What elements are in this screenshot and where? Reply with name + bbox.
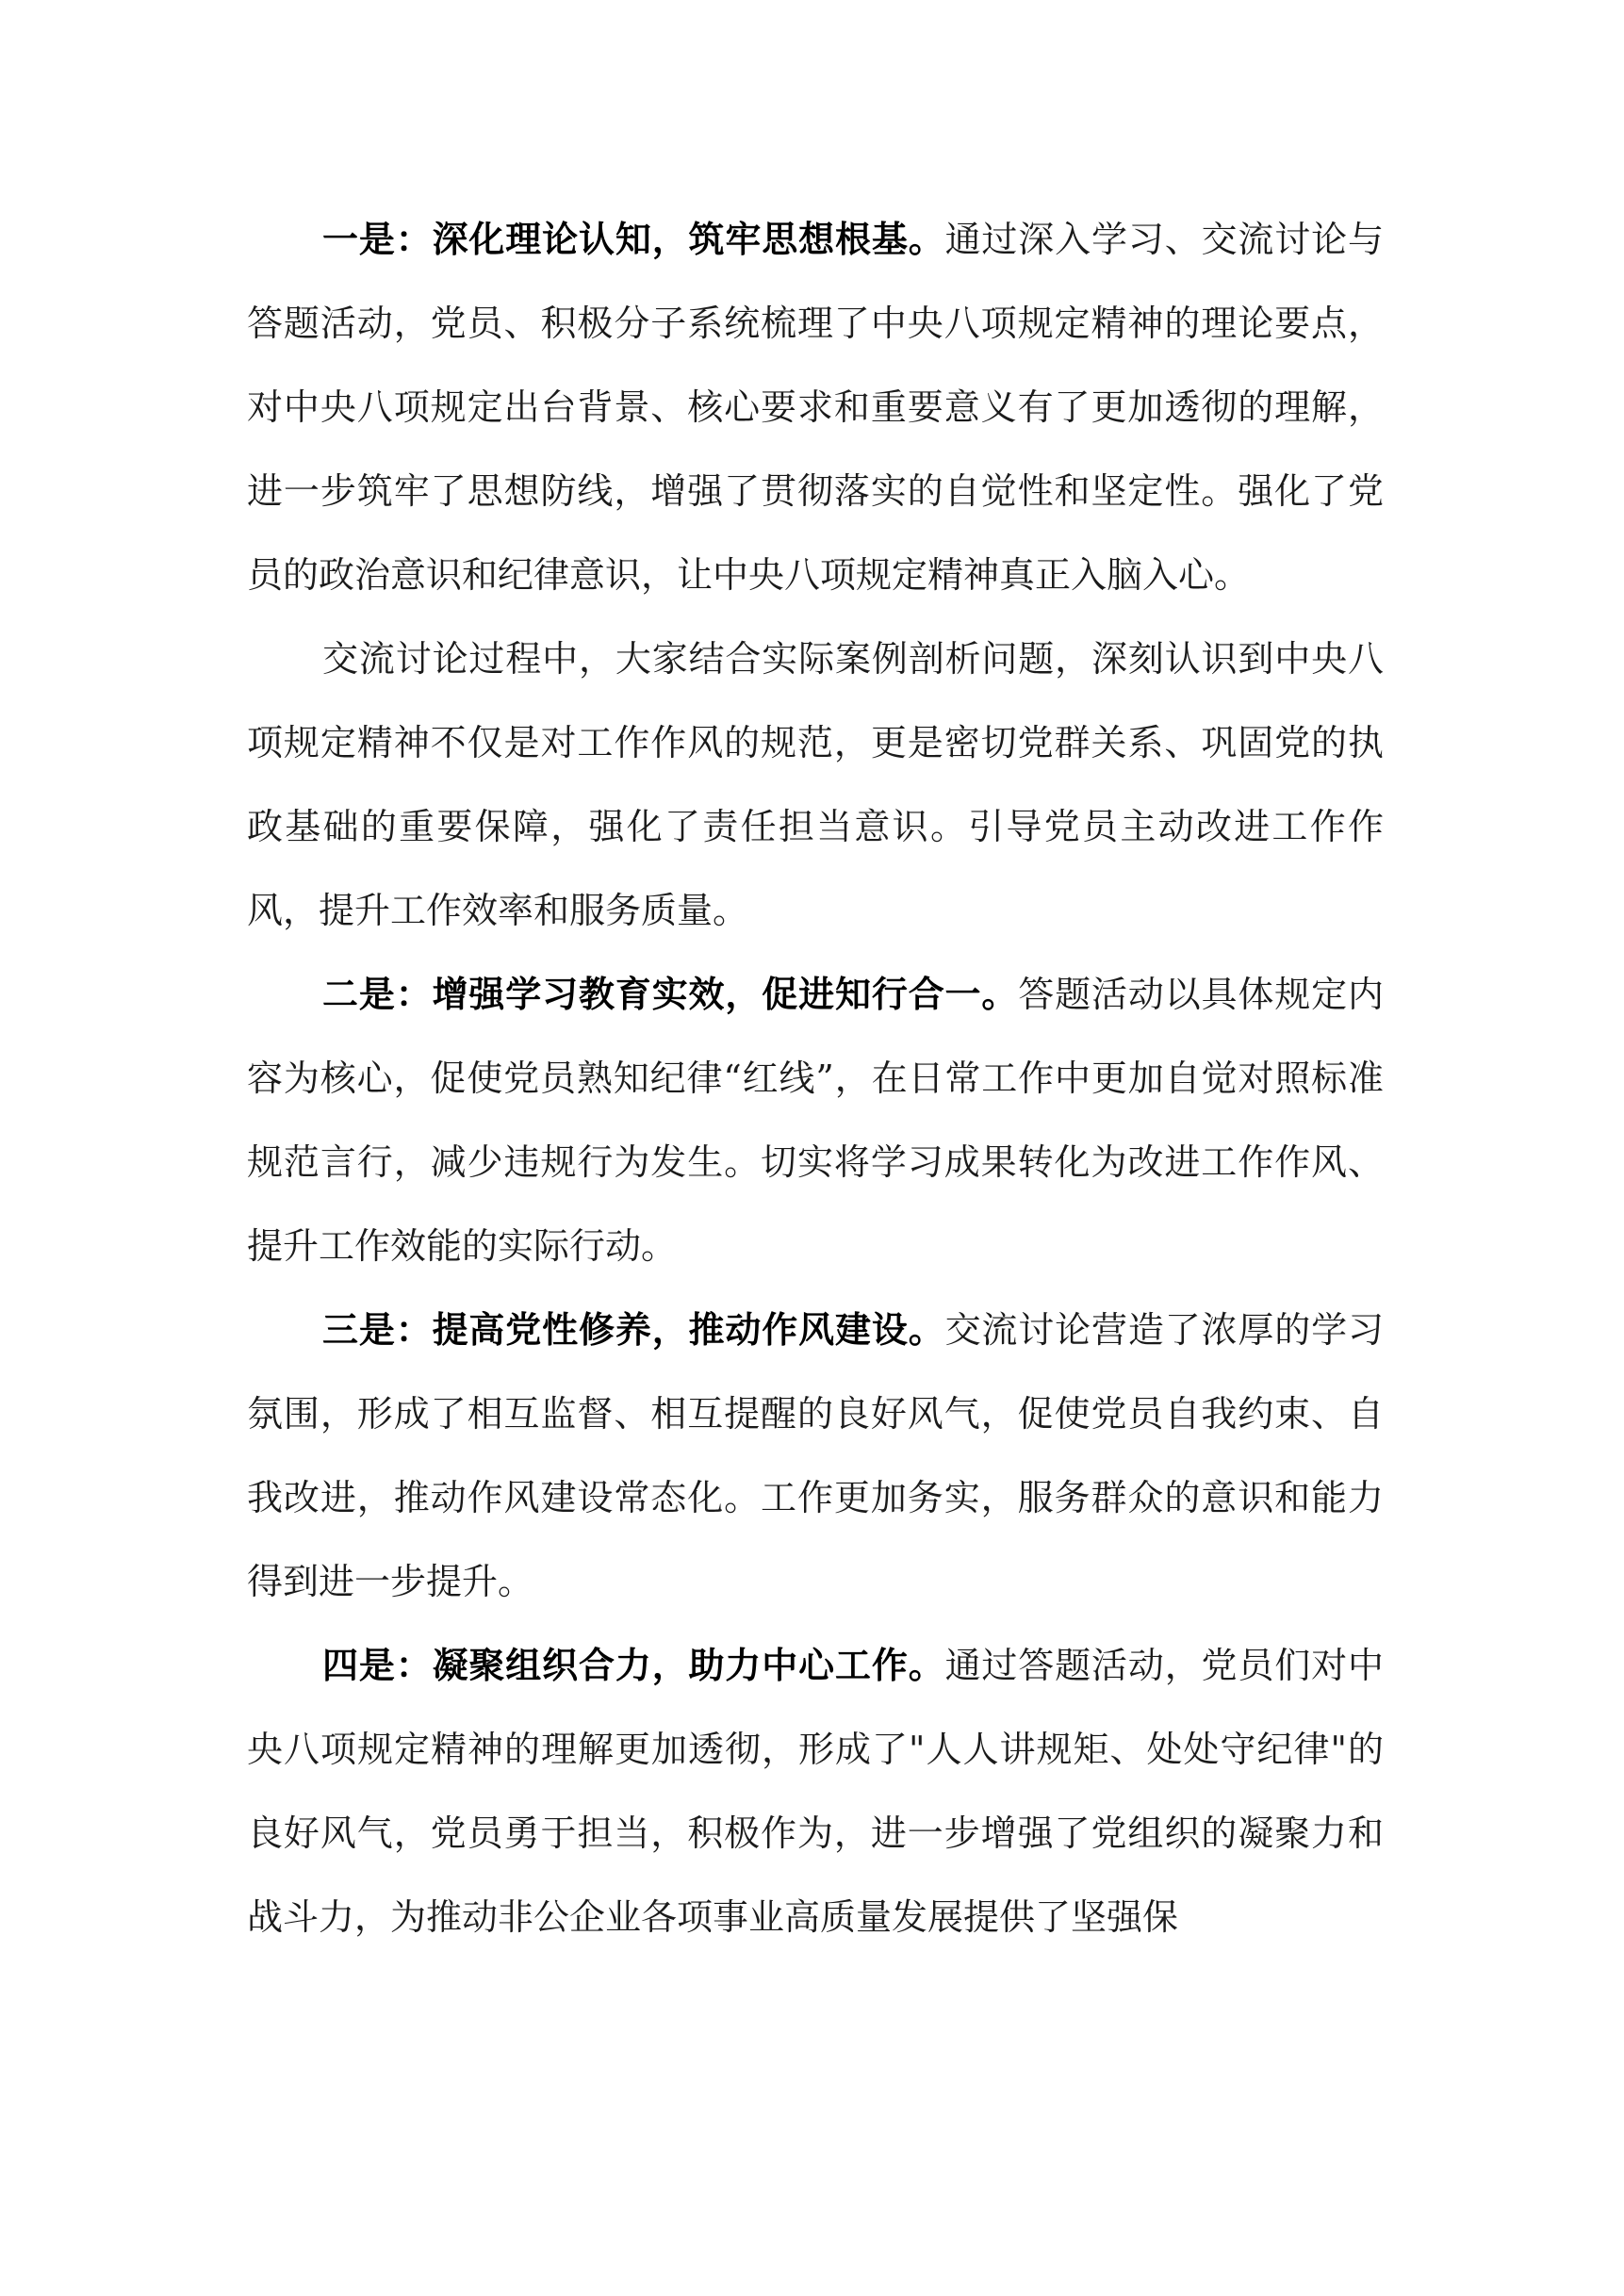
- paragraph-heading: 四是：凝聚组织合力，助力中心工作。: [322, 1645, 945, 1686]
- paragraph-heading: 一是：深化理论认知，筑牢思想根基。: [322, 219, 945, 260]
- paragraph-heading: 三是：提高党性修养，推动作风建设。: [322, 1309, 945, 1351]
- paragraph-four: [247, 1624, 1384, 1960]
- paragraph-three: [247, 1288, 1384, 1624]
- paragraph-text: 通过深入学习、交流讨论与答题活动，党员、积极分子系统梳理了中央八项规定精神的理论要点，对中央八项规定出台背景、核心要求和重要意义有了更加透彻的理解，进一步筑牢了思想防线，增强了贯彻落实的自觉性和坚定性。强化了党员的政治意识和纪律意识，让中央八项规定精神真正入脑入心。: [247, 219, 1384, 596]
- document-page: [247, 198, 1384, 1960]
- paragraph-text: 交流讨论过程中，大家结合实际案例剖析问题，深刻认识到中央八项规定精神不仅是对工作作风的规范，更是密切党群关系、巩固党的执政基础的重要保障，强化了责任担当意识。引导党员主动改进工作作风，提升工作效率和服务质量。: [247, 638, 1384, 931]
- paragraph-text: 交流讨论营造了浓厚的学习氛围，形成了相互监督、相互提醒的良好风气，促使党员自我约束、自我改进，推动作风建设常态化。工作更加务实，服务群众的意识和能力得到进一步提升。: [247, 1309, 1384, 1602]
- paragraph-text: 答题活动以具体规定内容为核心，促使党员熟知纪律“红线”，在日常工作中更加自觉对照标准规范言行，减少违规行为发生。切实将学习成果转化为改进工作作风、提升工作效能的实际行动。: [247, 974, 1384, 1267]
- paragraph-heading: 二是：增强学习教育实效，促进知行合一。: [322, 974, 1019, 1015]
- paragraph-two: [247, 953, 1384, 1288]
- paragraph-one: [247, 198, 1384, 617]
- paragraph-discussion: [247, 617, 1384, 953]
- paragraph-text: 通过答题活动，党员们对中央八项规定精神的理解更加透彻，形成了"人人讲规矩、处处守纪律"的良好风气，党员勇于担当，积极作为，进一步增强了党组织的凝聚力和战斗力，为推动非公企业各项事业高质量发展提供了坚强保: [247, 1645, 1384, 1938]
